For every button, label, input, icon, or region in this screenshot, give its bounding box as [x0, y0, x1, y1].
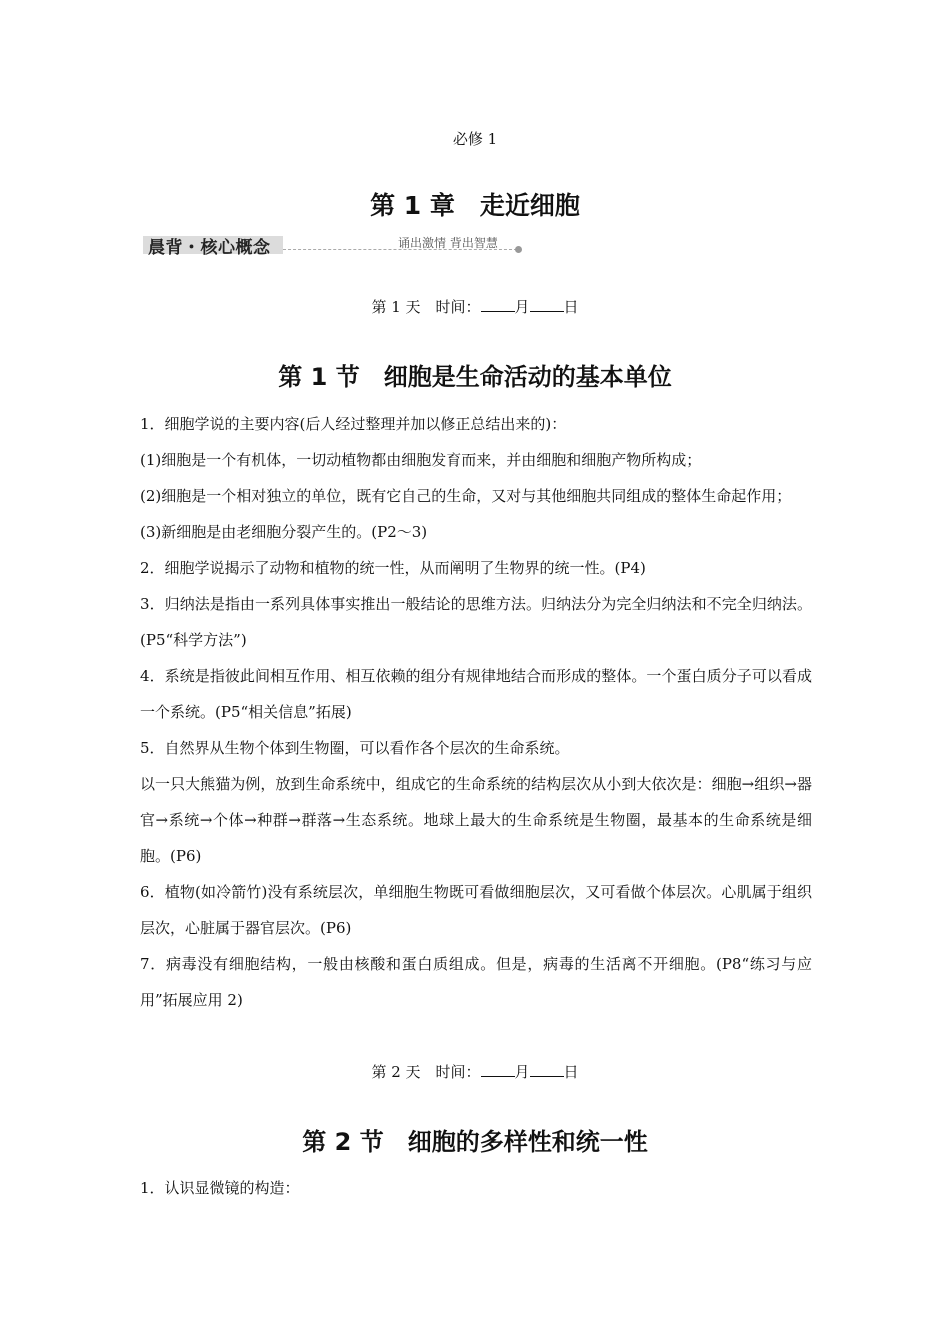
month-label: 月 [514, 1063, 530, 1081]
paragraph: 以一只大熊猫为例，放到生命系统中，组成它的生命系统的结构层次从小到大依次是：细胞→组织→器官→系统→个体→种群→群落→生态系统。地球上最大的生命系统是生物圈，最基本的生命系统是细胞。(P6) [140, 775, 812, 865]
section-1-title: 第 1 节 细胞是生命活动的基本单位 [278, 363, 672, 391]
day-2-line [0, 1061, 950, 1082]
day-1-prefix: 第 1 天 时间： [371, 298, 481, 316]
day-label: 日 [563, 298, 579, 316]
banner-label: 晨背・核心概念 [148, 238, 271, 258]
paragraph: 2．细胞学说揭示了动物和植物的统一性，从而阐明了生物界的统一性。(P4) [140, 559, 646, 577]
day-blank [530, 1062, 564, 1077]
paragraph: 4．系统是指彼此间相互作用、相互依赖的组分有规律地结合而形成的整体。一个蛋白质分子可以看成一个系统。(P5“相关信息”拓展) [140, 667, 812, 721]
day-blank [530, 297, 564, 312]
section-1-body [140, 406, 812, 1018]
month-label: 月 [514, 298, 530, 316]
paragraph: 7．病毒没有细胞结构，一般由核酸和蛋白质组成。但是，病毒的生活离不开细胞。(P8“练习与应用”拓展应用 2) [140, 955, 812, 1009]
paragraph: 5．自然界从生物个体到生物圈，可以看作各个层次的生命系统。 [140, 739, 570, 757]
paragraph: 1．细胞学说的主要内容(后人经过整理并加以修正总结出来的)： [140, 415, 567, 433]
paragraph: 1．认识显微镜的构造： [140, 1179, 300, 1197]
paragraph: (2)细胞是一个相对独立的单位，既有它自己的生命，又对与其他细胞共同组成的整体生命起作用； [140, 487, 792, 505]
paragraph: 6．植物(如冷箭竹)没有系统层次，单细胞生物既可看做细胞层次，又可看做个体层次。心肌属于组织层次，心脏属于器官层次。(P6) [140, 883, 812, 937]
banner-dot-icon [515, 246, 522, 253]
paragraph: (3)新细胞是由老细胞分裂产生的。(P2～3) [140, 523, 428, 541]
paragraph: (1)细胞是一个有机体，一切动植物都由细胞发育而来，并由细胞和细胞产物所构成； [140, 451, 702, 469]
chapter-title: 第 1 章 走近细胞 [370, 191, 580, 220]
section-2-title: 第 2 节 细胞的多样性和统一性 [302, 1128, 648, 1156]
day-1-line [0, 296, 950, 317]
day-label: 日 [563, 1063, 579, 1081]
banner [143, 232, 523, 256]
month-blank [481, 1062, 515, 1077]
paragraph: 3．归纳法是指由一系列具体事实推出一般结论的思维方法。归纳法分为完全归纳法和不完全归纳法。(P5“科学方法”) [140, 595, 812, 649]
day-2-prefix: 第 2 天 时间： [371, 1063, 481, 1081]
book-header: 必修 1 [452, 130, 498, 148]
banner-tagline: 诵出激情 背出智慧 [398, 236, 498, 250]
month-blank [481, 297, 515, 312]
section-2-body [140, 1170, 812, 1206]
